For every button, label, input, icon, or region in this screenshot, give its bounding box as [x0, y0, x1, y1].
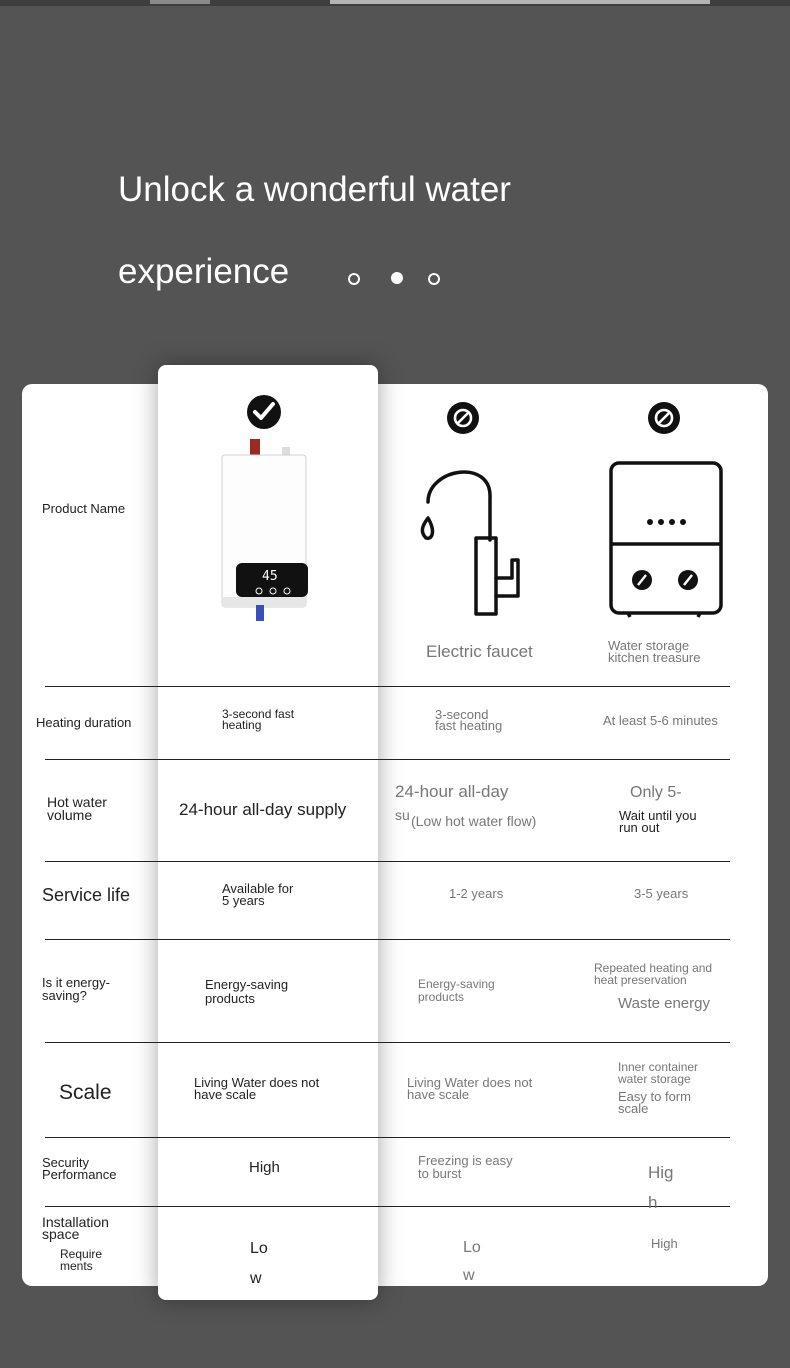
label-service-life: Service life	[42, 885, 131, 905]
featured-scale: Living Water does not have scale	[194, 1075, 320, 1102]
storage-scale-note: Inner container water storage	[618, 1060, 699, 1086]
row-divider	[45, 759, 730, 760]
electric-faucet-illustration	[414, 460, 534, 622]
faucet-life: 1-2 years	[449, 886, 504, 901]
display-reading: 45	[262, 569, 278, 584]
top-image-strip	[0, 0, 790, 6]
water-storage-illustration	[608, 460, 724, 618]
label-hot-water-volume: Hot water volume	[47, 794, 107, 823]
storage-volume-sub: Wait until you run out	[619, 808, 697, 835]
row-divider	[45, 861, 730, 862]
storage-space: High	[651, 1236, 678, 1251]
storage-life: 3-5 years	[634, 886, 689, 901]
faucet-volume-note: (Low hot water flow)	[411, 813, 537, 829]
featured-volume: 24-hour all-day supply	[179, 800, 347, 819]
faucet-security: Freezing is easy to burst	[418, 1153, 513, 1181]
top-image-streak	[330, 0, 710, 4]
label-installation-space: Installation space	[42, 1214, 109, 1242]
pager-dot-3[interactable]	[428, 273, 440, 285]
pager-dot-2-active[interactable]	[391, 272, 403, 284]
storage-energy-note: Repeated heating and heat preservation	[594, 961, 713, 987]
row-divider	[45, 1206, 730, 1207]
featured-life: Available for 5 years	[222, 881, 294, 908]
row-divider	[45, 939, 730, 940]
label-security: Security Performance	[42, 1155, 117, 1182]
featured-security: High	[249, 1159, 280, 1176]
faucet-scale: Living Water does not have scale	[407, 1075, 533, 1102]
row-divider	[45, 1137, 730, 1138]
storage-heating: At least 5-6 minutes	[603, 713, 718, 728]
label-energy-saving: Is it energy- saving?	[42, 975, 110, 1003]
headline-line-1: Unlock a wonderful water	[118, 170, 511, 209]
check-icon	[247, 395, 281, 429]
label-requirements: Require ments	[60, 1247, 103, 1273]
storage-name: Water storage kitchen treasure	[608, 638, 701, 665]
faucet-energy: Energy-saving products	[418, 977, 495, 1004]
headline-line-2: experience	[118, 252, 290, 291]
featured-heating: 3-second fast heating	[222, 707, 295, 732]
faucet-heating: 3-second fast heating	[435, 707, 503, 733]
prohibited-icon	[447, 402, 479, 434]
featured-space: Lo w	[250, 1240, 268, 1287]
storage-volume: Only 5-	[630, 784, 682, 801]
featured-energy: Energy-saving products	[205, 977, 289, 1006]
row-divider	[45, 686, 730, 687]
prohibited-icon	[648, 402, 680, 434]
faucet-volume-cut: su	[395, 807, 410, 823]
storage-security: Hig h	[648, 1163, 674, 1212]
top-image-streak	[150, 0, 210, 4]
row-divider	[45, 1042, 730, 1043]
storage-scale: Easy to form scale	[618, 1089, 691, 1116]
faucet-name: Electric faucet	[426, 642, 533, 661]
pager-dot-1[interactable]	[348, 273, 360, 285]
faucet-space: Lo w	[463, 1239, 481, 1284]
label-heating-duration: Heating duration	[36, 715, 132, 730]
label-product-name: Product Name	[42, 501, 126, 516]
faucet-volume: 24-hour all-day	[395, 782, 509, 801]
storage-energy: Waste energy	[618, 995, 710, 1012]
label-scale: Scale	[59, 1081, 112, 1104]
water-heater-illustration	[216, 437, 316, 623]
